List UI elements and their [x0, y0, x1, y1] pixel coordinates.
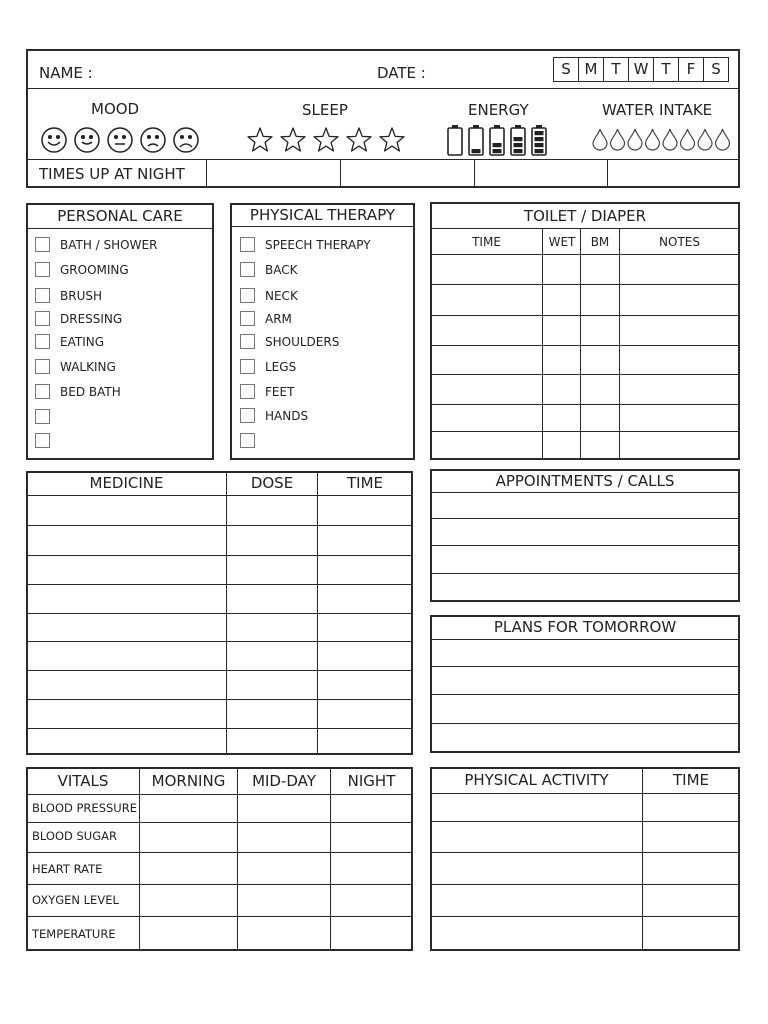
plans-row-line: [431, 694, 739, 695]
physical-therapy-checkbox[interactable]: [240, 359, 255, 374]
medicine-row-line: [27, 699, 412, 700]
water-drop-icon[interactable]: [593, 129, 607, 150]
physical-therapy-item-label: SHOULDERS: [265, 335, 340, 349]
toilet-row-line: [431, 284, 739, 285]
physical-therapy-item-label: NECK: [265, 289, 298, 303]
vitals-row-line: [27, 794, 412, 795]
medicine-col-dose: DOSE: [250, 474, 294, 492]
personal-care-checkbox[interactable]: [35, 384, 50, 399]
energy-label: ENERGY: [468, 101, 529, 119]
personal-care-checkbox[interactable]: [35, 262, 50, 277]
activity-row-line: [431, 916, 739, 917]
vitals-row-label: TEMPERATURE: [32, 927, 116, 941]
vitals-col-vitals: VITALS: [57, 772, 109, 790]
physical-therapy-title: PHYSICAL THERAPY: [249, 206, 396, 224]
personal-care-item-label: BATH / SHOWER: [60, 238, 158, 252]
physical-therapy-checkbox[interactable]: [240, 408, 255, 423]
personal-care-checkbox[interactable]: [35, 237, 50, 252]
personal-care-item-label: BED BATH: [60, 385, 121, 399]
toilet-diaper-title: TOILET / DIAPER: [523, 207, 647, 225]
toilet-row-line: [431, 404, 739, 405]
toilet-row-line: [431, 254, 739, 255]
personal-care-checkbox[interactable]: [35, 311, 50, 326]
day-box-wed[interactable]: W: [629, 58, 654, 81]
day-box-fri[interactable]: F: [679, 58, 704, 81]
battery-icon[interactable]: [511, 125, 525, 155]
medicine-row-line: [27, 728, 412, 729]
vitals-col-divider: [237, 768, 238, 950]
vitals-row-label: BLOOD PRESSURE: [32, 801, 137, 815]
physical-therapy-checkbox[interactable]: [240, 288, 255, 303]
activity-col-activity: PHYSICAL ACTIVITY: [464, 771, 609, 789]
appointments-row-line: [431, 545, 739, 546]
personal-care-item-label: GROOMING: [60, 263, 129, 277]
physical-therapy-item-label: ARM: [265, 312, 292, 326]
header-divider: [27, 88, 739, 89]
appointments-row-line: [431, 518, 739, 519]
night-cell[interactable]: [208, 161, 339, 186]
physical-therapy-checkbox[interactable]: [240, 433, 255, 448]
night-divider: [206, 160, 207, 187]
vitals-row-label: HEART RATE: [32, 862, 103, 876]
water-drop-icon[interactable]: [681, 129, 695, 150]
toilet-col-wet: WET: [548, 235, 576, 249]
energy-batteries: [446, 124, 556, 158]
medicine-row-line: [27, 641, 412, 642]
date-label: DATE :: [377, 64, 426, 82]
water-drop-icon[interactable]: [663, 129, 677, 150]
water-drop-icon[interactable]: [716, 129, 730, 150]
vitals-col-divider: [139, 768, 140, 950]
vitals-row-label: BLOOD SUGAR: [32, 829, 117, 843]
physical-therapy-item-label: HANDS: [265, 409, 309, 423]
toilet-col-divider: [542, 229, 543, 459]
personal-care-title: PERSONAL CARE: [57, 207, 183, 225]
activity-row-line: [431, 821, 739, 822]
date-field[interactable]: [432, 60, 542, 84]
medicine-row-line: [27, 670, 412, 671]
day-box-thu[interactable]: T: [654, 58, 679, 81]
water-drop-icon[interactable]: [628, 129, 642, 150]
night-cell[interactable]: [476, 161, 606, 186]
day-box-tue[interactable]: T: [604, 58, 629, 81]
personal-care-checkbox[interactable]: [35, 334, 50, 349]
plans-row-line: [431, 666, 739, 667]
plans-row-line: [431, 723, 739, 724]
mood-label: MOOD: [91, 100, 140, 118]
times-up-at-night-label: TIMES UP AT NIGHT: [39, 165, 185, 183]
vitals-col-divider: [330, 768, 331, 950]
activity-row-line: [431, 793, 739, 794]
toilet-col-bm: BM: [590, 235, 610, 249]
physical-activity-box: [430, 767, 740, 951]
physical-therapy-item-label: SPEECH THERAPY: [265, 238, 371, 252]
medicine-col-medicine: MEDICINE: [89, 474, 164, 492]
sleep-stars: [246, 126, 408, 154]
physical-therapy-checkbox[interactable]: [240, 237, 255, 252]
physical-therapy-item-label: BACK: [265, 263, 298, 277]
battery-icon[interactable]: [469, 125, 483, 155]
physical-therapy-item-label: FEET: [265, 385, 295, 399]
personal-care-checkbox[interactable]: [35, 288, 50, 303]
plans-row-line: [431, 639, 739, 640]
physical-therapy-checkbox[interactable]: [240, 262, 255, 277]
vitals-row-label: OXYGEN LEVEL: [32, 893, 119, 907]
toilet-row-line: [431, 374, 739, 375]
plans-title: PLANS FOR TOMORROW: [493, 618, 677, 636]
appointments-row-line: [431, 492, 739, 493]
personal-care-checkbox[interactable]: [35, 433, 50, 448]
vitals-col-midday: MID-DAY: [252, 772, 316, 790]
tracker-divider: [27, 159, 739, 160]
smile-face-icon[interactable]: [42, 128, 66, 152]
physical-therapy-header-line: [231, 226, 414, 227]
vitals-row-line: [27, 916, 412, 917]
battery-icon[interactable]: [490, 125, 504, 155]
personal-care-item-label: DRESSING: [60, 312, 123, 326]
water-drops: [592, 127, 732, 151]
frown-face-icon[interactable]: [141, 128, 165, 152]
day-box-mon[interactable]: M: [579, 58, 604, 81]
toilet-col-divider: [619, 229, 620, 459]
toilet-row-line: [431, 345, 739, 346]
appointments-row-line: [431, 573, 739, 574]
personal-care-item-label: WALKING: [60, 360, 116, 374]
name-label: NAME :: [39, 64, 93, 82]
night-divider: [474, 160, 475, 187]
battery-icon[interactable]: [532, 125, 546, 155]
toilet-title-line: [431, 228, 739, 229]
medicine-row-line: [27, 495, 412, 496]
star-icon[interactable]: [281, 128, 305, 151]
personal-care-item-label: BRUSH: [60, 289, 102, 303]
personal-care-item-label: EATING: [60, 335, 105, 349]
medicine-row-line: [27, 584, 412, 585]
vitals-row-line: [27, 884, 412, 885]
day-box-sun[interactable]: S: [554, 58, 579, 81]
personal-care-checkbox[interactable]: [35, 409, 50, 424]
toilet-col-time: TIME: [472, 235, 501, 249]
water-intake-label: WATER INTAKE: [602, 101, 713, 119]
water-drop-icon[interactable]: [646, 129, 660, 150]
physical-therapy-checkbox[interactable]: [240, 311, 255, 326]
night-cell[interactable]: [342, 161, 473, 186]
vitals-col-night: NIGHT: [347, 772, 396, 790]
medicine-row-line: [27, 613, 412, 614]
personal-care-checkbox[interactable]: [35, 359, 50, 374]
star-icon[interactable]: [314, 128, 338, 151]
activity-row-line: [431, 884, 739, 885]
mood-icons: [40, 126, 200, 154]
water-drop-icon[interactable]: [698, 129, 712, 150]
toilet-row-line: [431, 315, 739, 316]
activity-col-divider: [642, 768, 643, 950]
star-icon[interactable]: [347, 128, 371, 151]
physical-therapy-checkbox[interactable]: [240, 384, 255, 399]
activity-row-line: [431, 852, 739, 853]
sleep-label: SLEEP: [302, 101, 348, 119]
battery-icon[interactable]: [448, 125, 462, 155]
appointments-title: APPOINTMENTS / CALLS: [495, 472, 675, 490]
toilet-row-line: [431, 431, 739, 432]
night-cell[interactable]: [609, 161, 738, 186]
sad-face-icon[interactable]: [174, 128, 198, 152]
grin-face-icon[interactable]: [75, 128, 99, 152]
day-box-sat[interactable]: S: [711, 60, 721, 78]
medicine-row-line: [27, 525, 412, 526]
night-divider: [340, 160, 341, 187]
vitals-row-line: [27, 852, 412, 853]
night-divider: [607, 160, 608, 187]
physical-therapy-item-label: LEGS: [265, 360, 297, 374]
medicine-col-time: TIME: [346, 474, 383, 492]
day-selector: [553, 57, 729, 82]
personal-care-header-line: [27, 228, 213, 229]
star-icon[interactable]: [248, 128, 272, 151]
toilet-col-divider: [580, 229, 581, 459]
neutral-face-icon[interactable]: [108, 128, 132, 152]
star-icon[interactable]: [380, 128, 404, 151]
vitals-row-line: [27, 822, 412, 823]
water-drop-icon[interactable]: [611, 129, 625, 150]
name-field[interactable]: [100, 60, 360, 84]
activity-col-time: TIME: [672, 771, 709, 789]
vitals-col-morning: MORNING: [151, 772, 226, 790]
medicine-row-line: [27, 555, 412, 556]
physical-therapy-checkbox[interactable]: [240, 334, 255, 349]
toilet-col-notes: NOTES: [659, 235, 700, 249]
